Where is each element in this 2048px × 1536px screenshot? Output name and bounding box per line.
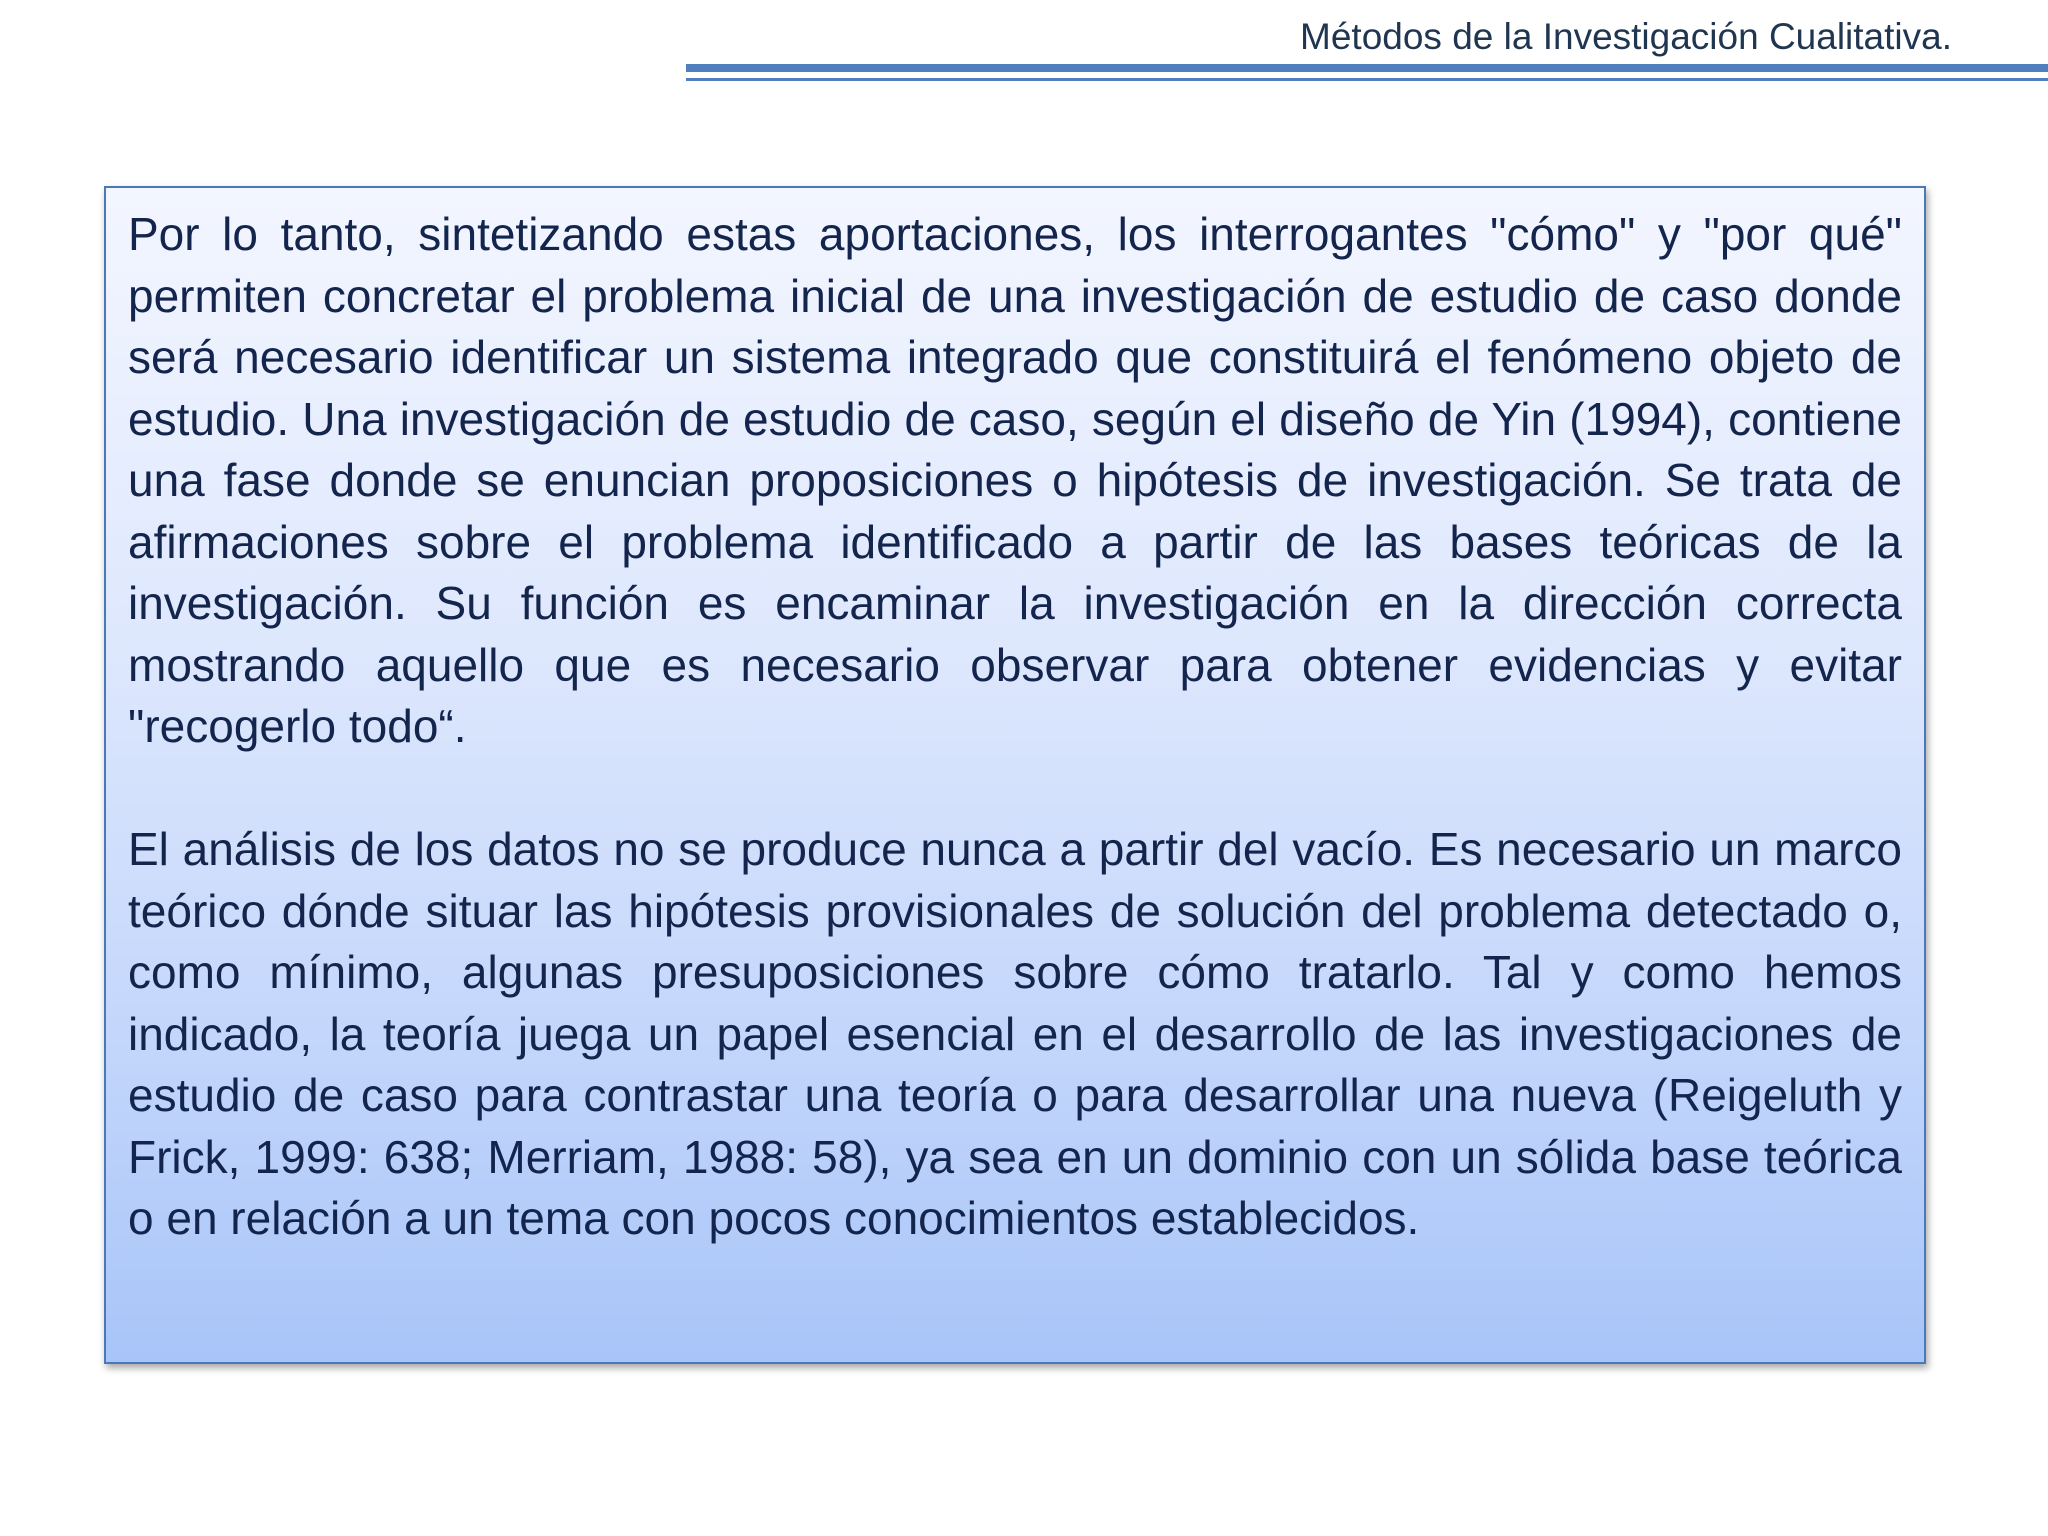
header-rule-thick [686, 64, 2048, 72]
paragraph-1: Por lo tanto, sintetizando estas aportaciones, los interrogantes "cómo" y "por qué" permiten concretar el problema inicial de una investigación de estudio de caso donde será necesario identificar un sistema integrado que constituirá el fenómeno objeto de estudio. Una investigación de estudio de caso, según el diseño de Yin (1994), contiene una fase donde se enuncian proposiciones o hipótesis de investigación. Se trata de afirmaciones sobre el problema identificado a partir de las bases teóricas de la investigación. Su función es encaminar la investigación en la dirección correcta mostrando aquello que es necesario observar para obtener evidencias y evitar "recogerlo todo“. [128, 208, 1902, 752]
content-box [104, 186, 1926, 1364]
header-title: Métodos de la Investigación Cualitativa. [1300, 16, 1952, 57]
header-rule-thin [686, 78, 2048, 81]
paragraph-2: El análisis de los datos no se produce nunca a partir del vacío. Es necesario un marco teórico dónde situar las hipótesis provisionales de solución del problema detectado o, como mínimo, algunas presuposiciones sobre cómo tratarlo. Tal y como hemos indicado, la teoría juega un papel esencial en el desarrollo de las investigaciones de estudio de caso para contrastar una teoría o para desarrollar una nueva (Reigeluth y Frick, 1999: 638; Merriam, 1988: 58), ya sea en un dominio con un sólida base teórica o en relación a un tema con pocos conocimientos establecidos. [128, 823, 1902, 1244]
